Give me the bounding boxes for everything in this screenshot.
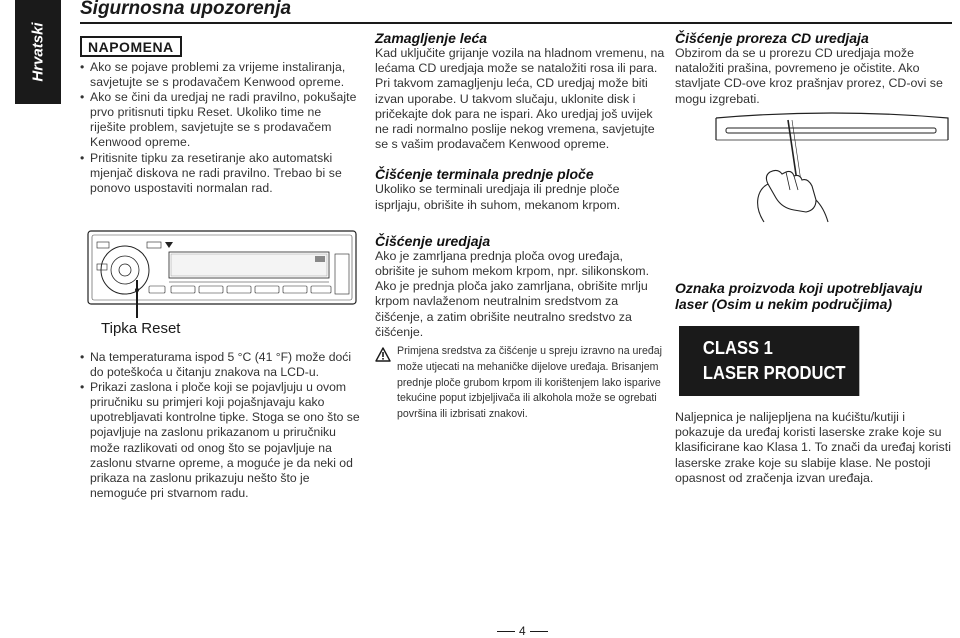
- cd-slot-section: [675, 30, 955, 107]
- laser-label-wrapper: [675, 326, 955, 396]
- front-terminals-text: Ukoliko se terminali uredjaja ili prednje ploče isprljaju, obrišite ih suhom, mekanom krpom.: [375, 182, 621, 212]
- warning-icon: [375, 347, 391, 362]
- title-divider: [80, 22, 952, 24]
- display-note-item: • Na temperaturama ispod 5 °C (41 °F) može doći do poteškoća u čitanju znakova na LCD-u.: [80, 350, 365, 380]
- display-notes-section: [80, 350, 365, 501]
- page-number-dash: [530, 631, 548, 632]
- page-number-dash: [497, 631, 515, 632]
- display-note-item: • Prikazi zaslona i ploče koji se pojavljuju u ovom priručniku su primjeri koji pojašnjavaju kako upotrebljavati kontrolne tipke. Stoga se ono što se pojavljuje na zaslonu prikazanom u priručniku može razlikovati od onog što se pojavljuje na zaslonu stvarne opreme, a moguće je da neki od prikaza na zaslonu prikazuju nešto što je nemoguće pri stvarnom radu.: [80, 380, 365, 501]
- note-heading: NAPOMENA: [80, 36, 182, 57]
- laser-section: [675, 280, 955, 486]
- lens-fog-heading: Zamagljenje leća: [375, 30, 488, 46]
- display-notes-list: [80, 350, 365, 501]
- cd-slot-cleaning-illustration: [712, 110, 952, 225]
- cleaning-column: [375, 30, 665, 423]
- page-number: [493, 624, 552, 638]
- laser-label-line1: CLASS 1: [702, 338, 773, 358]
- page-title: Sigurnosna upozorenja: [80, 0, 292, 19]
- laser-heading: Oznaka proizvoda koji upotrebljavaju laser (Osim u nekim područjima): [675, 280, 923, 312]
- unit-cleaning-heading: Čišćenje uredjaja: [375, 232, 491, 249]
- reset-pointer-line: [136, 280, 138, 318]
- page-number-value: 4: [519, 624, 526, 638]
- laser-label-line2: LASER PRODUCT: [702, 363, 846, 383]
- note-item: • Ako se pojave problemi za vrijeme instaliranja, savjetujte se s prodavačem Kenwood opreme.: [80, 60, 358, 90]
- caution-note: [375, 344, 665, 423]
- front-terminals-heading: Čišćenje terminala prednje ploče: [375, 166, 594, 183]
- language-tab: [15, 0, 61, 104]
- note-item: • Pritisnite tipku za resetiranje ako automatski mjenjač diskova ne radi pravilno. Trebao bi se ponovo uspostaviti normalan rad.: [80, 151, 358, 196]
- car-stereo-faceplate-illustration: [87, 230, 357, 305]
- note-section: [80, 36, 358, 196]
- note-item: • Ako se čini da uredjaj ne radi pravilno, pokušajte prvo pritisnuti tipku Reset. Ukoliko time ne riješite problem, savjetujte se s prodavačem Kenwood opreme.: [80, 90, 358, 150]
- class1-laser-label: [679, 326, 859, 396]
- lens-fog-text: Kad uključite grijanje vozila na hladnom vremenu, na lećama CD uredjaja može se nataložiti rosa ili para. Pri takvom zamagljenju leća, CD uredjaj može biti izvan uporabe. U takvom slučaju, uklonite disk i pričekajte dok para ne ispari. Ako uredjaj još uvijek ne radi normalno poslije nekog vremena, savjetujte se s vašim prodavačem Kenwood opreme.: [375, 46, 665, 152]
- unit-cleaning-text: Ako je zamrljana prednja ploča ovog uređaja, obrišite je suhom mekom krpom, npr. silikonskom. Ako je prednja ploča jako zamrljana, obrišite mrlju krpom navlaženom neutralnim sredstvom za čišćenje, a zatim obrišite neutralno sredstvo za čišćenje.: [375, 248, 650, 339]
- caution-text: Primjena sredstva za čišćenje u spreju izravno na uređaj može utjecati na mehaničke dijelove uređaja. Brisanjem prednje ploče grubom krpom ili korištenjem lako isparive tekućine poput izbjeljivača ili alkohola može se ogrebati površina ili izbrisati znakovi.: [397, 345, 662, 421]
- note-list: [80, 60, 358, 196]
- language-tab-label: Hrvatski: [29, 22, 47, 82]
- reset-button-label: Tipka Reset: [101, 320, 181, 337]
- laser-text: Naljepnica je nalijepljena na kućištu/kutiji i pokazuje da uređaj koristi laserske zrake koje su klasificirane kao Klasa 1. To znači da uređaj koristi laserske zrake koje su slabije klase. Ne postoji opasnost od zračenja izvan uređaja.: [675, 410, 951, 485]
- cd-slot-heading: Čišćenje proreza CD uredjaja: [675, 30, 869, 46]
- cd-slot-text: Obzirom da se u prorezu CD uredjaja može nataložiti prašina, povremeno je očistite. Ako stavljate CD-ove kroz prašnjav prorez, CD-ovi se mogu izgrebati.: [675, 46, 943, 106]
